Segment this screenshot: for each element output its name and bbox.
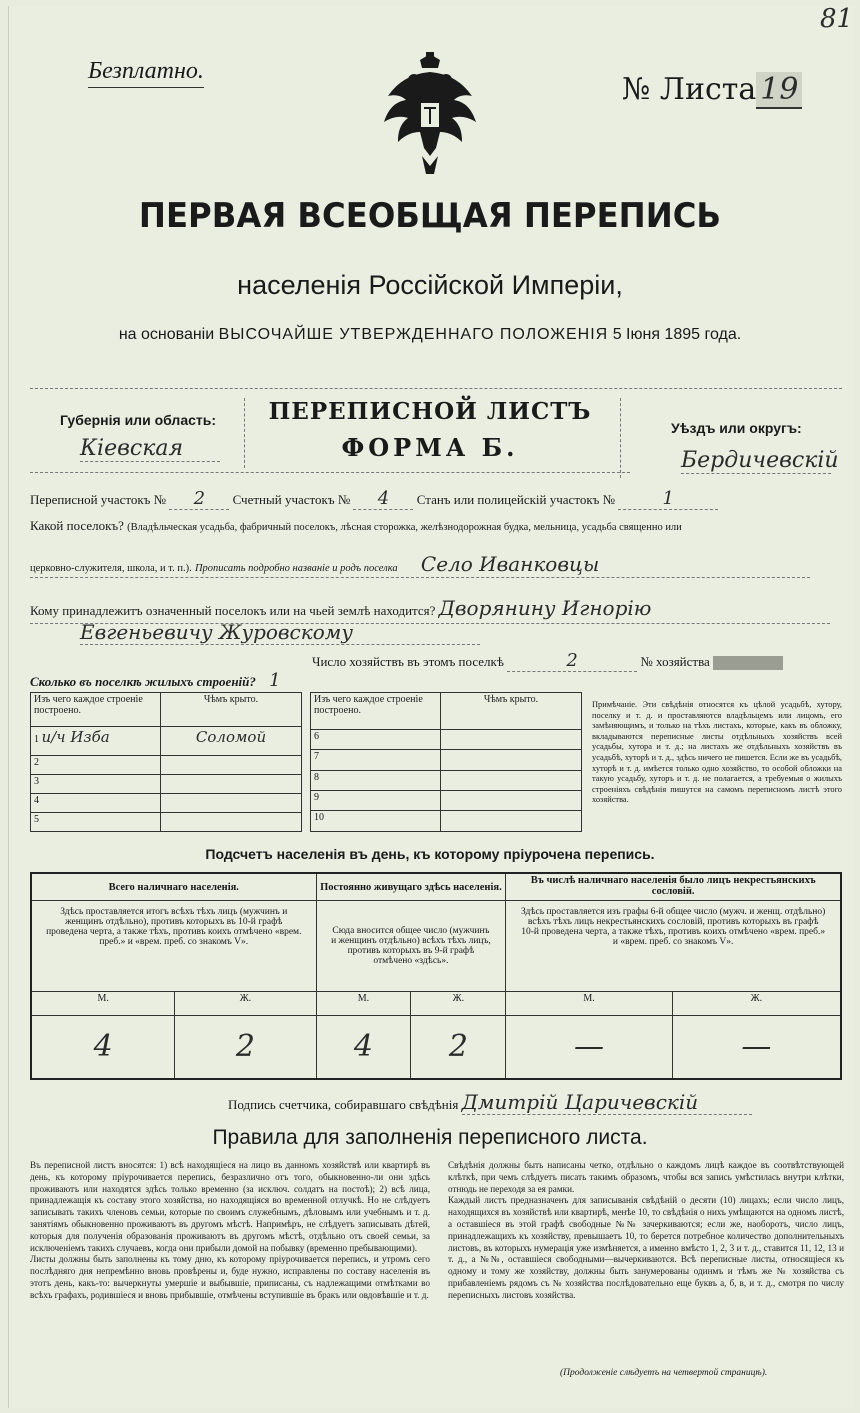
table-row: 8 bbox=[311, 770, 582, 790]
population-table bbox=[30, 872, 842, 1080]
form-title-line1: ПЕРЕПИСНОЙ ЛИСТЪ bbox=[268, 398, 592, 425]
buildings-value: 1 bbox=[269, 670, 281, 691]
uezd-label: Уѣздъ или округъ: bbox=[671, 420, 802, 436]
population-title: Подсчетъ населенія въ день, къ которому пріурочена перепись. bbox=[205, 846, 655, 862]
page-mark: 81 bbox=[820, 4, 854, 34]
gubernia-box bbox=[30, 398, 245, 468]
stan-value: 1 bbox=[618, 488, 718, 510]
pop-col3-text: Здѣсь проставляется изъ графы 6-й общее число (мужч. и женщ. отдѣльно) всѣхъ тѣхъ лицъ некрестьянскихъ сословій, противъ которыхъ въ графѣ 10-й проведена черта, а также тѣхъ, противъ коихъ отмѣчено «врем. преб.» и «врем. преб. со знакомъ V». bbox=[506, 901, 841, 992]
table-row: 9 bbox=[311, 790, 582, 810]
buildings-col2-header-r: Чѣмъ крыто. bbox=[441, 693, 582, 730]
pop-col1-text: Здѣсь проставляется итогъ всѣхъ тѣхъ лицъ (мужчинъ и женщинъ отдѣльно), противъ которыхъ въ 10-й графѣ проведена черта, а также тѣхъ, противъ коихъ отмѣчено «врем. преб.» и «врем. преб. со знакомъ V». bbox=[31, 901, 316, 992]
pop-value: 4 bbox=[316, 1015, 411, 1079]
signature-line bbox=[228, 1090, 828, 1115]
owner-value2: Евгеньевичу Журовскому bbox=[80, 620, 480, 645]
pop-col2-text: Сюда вносится общее число (мужчинъ и женщинъ отдѣльно) всѣхъ тѣхъ лицъ, противъ которыхъ въ 9-й графѣ отмѣчено «здѣсь». bbox=[316, 901, 506, 992]
household-no-value bbox=[713, 656, 783, 670]
table-row: 7 bbox=[311, 750, 582, 770]
table-row: 2 bbox=[31, 755, 302, 774]
page-title: ПЕРВАЯ ВСЕОБЩАЯ ПЕРЕПИСЬ bbox=[138, 196, 722, 236]
buildings-col2-header: Чѣмъ крыто. bbox=[161, 693, 302, 727]
pop-m3: М. bbox=[506, 992, 672, 1015]
rules-title: Правила для заполненія переписного листа. bbox=[212, 1126, 648, 1149]
rules-right: Свѣдѣнія должны быть написаны четко, отдѣльно о каждомъ лицѣ каждое въ соотвѣтствующей клѣткѣ, при чемъ слѣдуетъ писать такимъ образомъ, чтобы вся запись умѣстилась внутри клѣтки, отнюдь не переходя за ея рамки. Каждый листъ предназначенъ для записыванія свѣдѣній о десяти (10) лицахъ; если число лицъ, находящихся въ хозяйствѣ или квартирѣ, менѣе 10, то свѣдѣнія о нихъ умѣщаются на одномъ листѣ, а оставшіеся въ этой графѣ свободные №№ зачеркиваются; если же, наоборотъ, число лицъ, принадлежащихъ къ хозяйству, превышаетъ 10, то берется потребное количество дополнительныхъ листовъ, въ которыхъ нумерація уже измѣняется, а именно вмѣсто 1, 2, 3 и т. д., ставится 11, 12, 13 и т. д., а №№, оставшіеся свободными—вычеркиваются. Всѣ переписные листы, относящіеся къ одному и тому же хозяйству, должны быть занумерованы одинмъ и тѣмъ же № хозяйства съ прибавленіемъ рядомъ съ № хозяйства послѣдовательно еще буквъ а, б, в, и т. д., смотря по числу переписныхъ листовъ хозяйства. bbox=[448, 1160, 844, 1300]
perepis-value: 2 bbox=[169, 488, 229, 510]
schet-value: 4 bbox=[353, 488, 413, 510]
household-no-label: № хозяйства bbox=[640, 654, 710, 669]
form-header-border bbox=[30, 388, 842, 389]
double-headed-eagle-icon bbox=[380, 52, 480, 178]
pop-value: — bbox=[506, 1015, 672, 1079]
perepis-label: Переписной участокъ № bbox=[30, 492, 167, 507]
table-row: 4 bbox=[31, 793, 302, 812]
poselok-hint3: Прописать подробно названіе и родъ поселка bbox=[194, 563, 398, 574]
table-row: 3 bbox=[31, 774, 302, 793]
list-number bbox=[622, 72, 802, 107]
poselok-line2 bbox=[30, 552, 810, 578]
buildings-table-right bbox=[310, 692, 582, 832]
list-number-label: № Листа bbox=[622, 72, 757, 107]
buildings-table-left bbox=[30, 692, 302, 832]
schet-label: Счетный участокъ № bbox=[232, 492, 351, 507]
district-line bbox=[30, 488, 842, 510]
owner-value1: Дворянину Игнорію bbox=[438, 596, 652, 620]
pop-f1: Ж. bbox=[175, 992, 316, 1015]
pop-m1: М. bbox=[31, 992, 175, 1015]
households-value: 2 bbox=[507, 650, 637, 672]
pop-f2: Ж. bbox=[411, 992, 506, 1015]
table-row: 5 bbox=[31, 812, 302, 831]
pop-col2-head: Постоянно живущаго здѣсь населенія. bbox=[316, 873, 506, 901]
pop-value: — bbox=[672, 1015, 841, 1079]
uezd-value: Бердичевскій bbox=[681, 448, 839, 473]
rules-left: Въ переписной листъ вносятся: 1) всѣ находящіеся на лицо въ данномъ хозяйствѣ или квартирѣ въ день, къ которому пріурочивается перепись, безразлично отъ того, обыкновенно-ли они здѣсь проживаютъ или находятся здѣсь только временно (за исключ. солдатъ на постоѣ); 2) всѣ лица, принадлежащія къ составу этого хозяйства, но находящіяся во временной отлучкѣ. Но не слѣдуетъ записывать такихъ членовъ семьи, которые по своимъ служебнымъ, дѣловымъ или учебнымъ и т. д. занятіямъ обыкновенно проживаютъ въ другомъ мѣстѣ. Напримѣръ, не слѣдуетъ записывать дѣтей, которыя для полученія образованія проживаютъ въ другомъ мѣстѣ, отдѣльно отъ своей семьи, за исключеніемъ такихъ случаевъ, когда они прибыли домой на побывку (временно пребывающими). Листы должны быть заполнены къ тому дню, къ которому пріурочивается перепись, и утромъ сего послѣдняго дня непремѣнно вновь провѣрены и, буде нужно, исправлены по составу населенія въ этотъ день, какъ-то: вычеркнуты умершіе и выбывшіе, приписаны, съ надлежащими отмѣтками во всѣхъ графахъ, родившіеся и вновь прибывшіе, отмѣчены вступившіе въ бракъ или овдовѣвшіе и т. д. bbox=[30, 1160, 430, 1300]
buildings-note: Примѣчаніе. Эти свѣдѣнія относятся къ цѣлой усадьбѣ, хутору, поселку и т. д. и проставляются владѣльцемъ или лицомъ, его замѣняющимъ, и только на тѣхъ листахъ, которые, какъ въ обложку, вкладываются переписные листы отдѣльныхъ хозяйствъ всей усадьбы, хутора и т. д.; на листахъ же отдѣльныхъ хозяйствъ въ усадьбѣ, хуторѣ и т. д., здѣсь ничего не пишется. Если же въ усадьбѣ, хуторѣ и т. д. имѣется только одно хозяйство, то особой обложки на такую усадьбу, хуторъ и т. д. не полагается, а требуемыя о жилыхъ строеніяхъ свѣдѣнія пишутся на самомъ переписномъ листѣ этого хозяйства. bbox=[592, 700, 842, 805]
table-row: 10 bbox=[311, 811, 582, 832]
page-subtitle: населенія Россійской Имперіи, bbox=[237, 270, 623, 300]
buildings-col1-header: Изъ чего каждое строеніе построено. bbox=[31, 693, 161, 727]
households-line bbox=[312, 650, 842, 672]
pop-f3: Ж. bbox=[672, 992, 841, 1015]
basis-suffix: 5 Іюня 1895 года. bbox=[612, 326, 742, 343]
table-row: 1 и/ч Изба Соломой bbox=[31, 727, 302, 756]
poselok-hint1: (Владѣльческая усадьба, фабричный поселокъ, лѣсная сторожка, желѣзнодорожная будка, мельница, усадьба священно или bbox=[127, 522, 682, 533]
table-row: 6 bbox=[311, 729, 582, 749]
households-label: Число хозяйствъ въ этомъ поселкѣ bbox=[312, 654, 504, 669]
poselok-hint2: церковно-служителя, школа, и т. п.). bbox=[30, 563, 192, 574]
buildings-line bbox=[30, 670, 450, 691]
signature-label: Подпись счетчика, собиравшаго свѣдѣнія bbox=[228, 1097, 459, 1112]
pop-value: 2 bbox=[175, 1015, 316, 1079]
pop-value: 4 bbox=[31, 1015, 175, 1079]
list-number-value: 19 bbox=[756, 72, 802, 109]
building-material: и/ч Изба bbox=[41, 728, 110, 747]
pop-value: 2 bbox=[411, 1015, 506, 1079]
buildings-col1-header-r: Изъ чего каждое строеніе построено. bbox=[311, 693, 441, 730]
gubernia-label: Губернія или область: bbox=[60, 412, 217, 428]
stan-label: Станъ или полицейскій участокъ № bbox=[416, 492, 616, 507]
building-roof: Соломой bbox=[161, 727, 302, 756]
basis-caps: ВЫСОЧАЙШЕ УТВЕРЖДЕННАГО ПОЛОЖЕНІЯ bbox=[218, 326, 609, 343]
poselok-label: Какой поселокъ? bbox=[30, 518, 124, 533]
basis-prefix: на основаніи bbox=[118, 326, 215, 343]
poselok-line1 bbox=[30, 518, 842, 534]
gubernia-value: Кіевская bbox=[80, 436, 220, 462]
poselok-value: Село Иванковцы bbox=[420, 552, 600, 576]
form-title bbox=[250, 398, 610, 462]
pop-col3-head: Въ числѣ наличнаго населенія было лицъ некрестьянскихъ сословій. bbox=[506, 873, 841, 901]
owner-label: Кому принадлежитъ означенный поселокъ или на чьей землѣ находится? bbox=[30, 603, 436, 618]
pop-col1-head: Всего наличнаго населенія. bbox=[31, 873, 316, 901]
form-header-bottom bbox=[30, 472, 630, 473]
buildings-label: Сколько въ поселкѣ жилыхъ строеній? bbox=[30, 674, 256, 689]
free-label: Безплатно. bbox=[88, 58, 204, 88]
uezd-box bbox=[620, 398, 840, 478]
signature-value: Дмитрій Царичевскій bbox=[462, 1090, 752, 1115]
form-title-line2: ФОРМА Б. bbox=[341, 433, 519, 462]
rules-continued: (Продолженіе слѣдуетъ на четвертой страницѣ). bbox=[560, 1368, 768, 1378]
basis-line bbox=[0, 326, 860, 344]
pop-m2: М. bbox=[316, 992, 411, 1015]
